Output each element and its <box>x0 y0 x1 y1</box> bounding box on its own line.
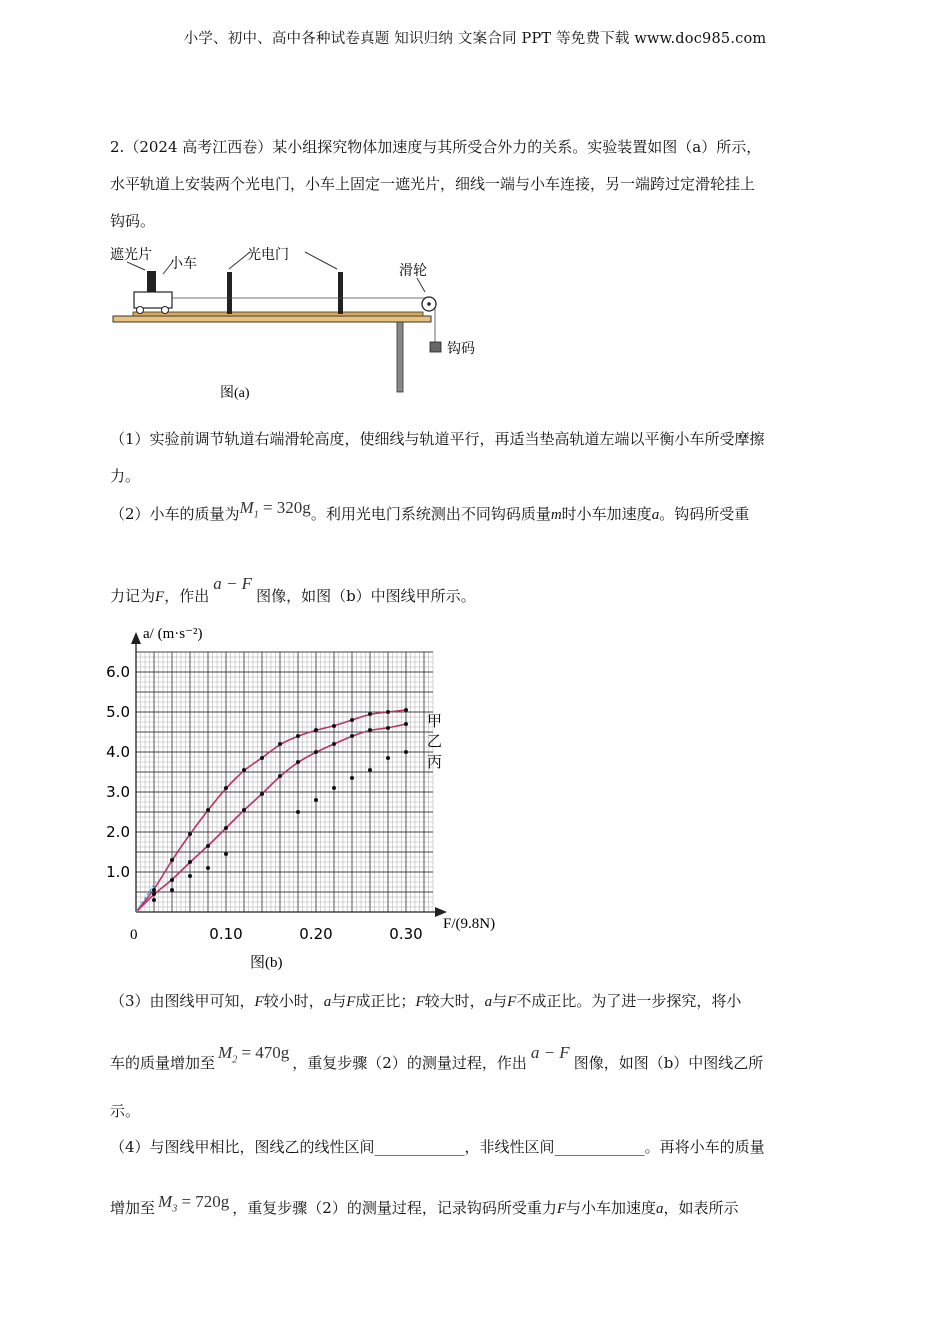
mass-symbol: M <box>218 1043 233 1062</box>
data-point <box>386 756 390 760</box>
y-tick-labels <box>106 663 130 881</box>
part2-suffix-b: 时小车加速度 <box>561 505 652 523</box>
chart-grid-minor <box>136 652 433 912</box>
var-F: F <box>415 994 425 1010</box>
data-point <box>314 798 318 802</box>
part2-prefix: （2）小车的质量为 <box>110 505 240 523</box>
data-point <box>296 760 300 764</box>
data-point <box>242 808 246 812</box>
part3-line1-d: 成正比； <box>355 992 416 1010</box>
part2-suffix-c: 。钩码所受重 <box>659 505 750 523</box>
part3-line1-g: 不成正比。为了进一步探究，将小 <box>516 992 742 1010</box>
data-point <box>188 832 192 836</box>
part2-suffix-a: 。利用光电门系统测出不同钩码质量 <box>310 505 551 523</box>
part3-line1-c: 与 <box>331 992 347 1010</box>
y-tick-label: 5.0 <box>106 703 130 721</box>
data-point <box>206 866 210 870</box>
part4-line2 <box>110 1192 840 1222</box>
page-header: 小学、初中、高中各种试卷真题 知识归纳 文案合同 PPT 等免费下载 www.doc985.com <box>183 31 767 47</box>
data-point <box>368 728 372 732</box>
var-F: F <box>507 994 517 1010</box>
part2-line2-c: 图像，如图（b）中图线甲所示。 <box>256 587 476 605</box>
data-point <box>152 898 156 902</box>
data-point <box>242 768 246 772</box>
data-point <box>152 888 156 892</box>
question-intro-line2: 水平轨道上安装两个光电门，小车上固定一遮光片，细线一端与小车连接，另一端跨过定滑轮挂上 <box>110 175 756 193</box>
data-point <box>278 774 282 778</box>
data-point <box>152 892 156 896</box>
part4-line1-b: ，非线性区间 <box>464 1138 555 1156</box>
photogate-2 <box>338 272 343 314</box>
question-source: （2024 高考江西卷） <box>124 138 273 156</box>
y-axis-label: a/ (m·s⁻²) <box>143 626 203 642</box>
mass-sub: 1 <box>253 509 259 521</box>
mass-m2 <box>215 1043 292 1066</box>
part2-line1 <box>110 498 840 528</box>
part1-line1: （1）实验前调节轨道右端滑轮高度，使细线与轨道平行，再适当垫高轨道左端以平衡小车所受摩擦 <box>110 430 765 448</box>
figure-a-caption: 图(a) <box>220 386 250 401</box>
x-tick-label: 0.20 <box>299 925 333 943</box>
part2-line2-a: 力记为 <box>110 587 156 605</box>
data-point <box>224 826 228 830</box>
var-m: m <box>550 507 562 523</box>
part3-line2 <box>110 1043 840 1077</box>
data-point <box>350 718 354 722</box>
data-point <box>170 858 174 862</box>
part4-line1 <box>110 1140 840 1155</box>
data-point <box>404 722 408 726</box>
cart-wheel-right <box>162 307 169 314</box>
data-point <box>296 734 300 738</box>
graph-expr-a-F: a − F <box>213 574 253 593</box>
x-tick-label: 0.10 <box>209 925 243 943</box>
part3-line1-e: 较大时， <box>424 992 485 1010</box>
part4-line1-c: 。再将小车的质量 <box>644 1138 765 1156</box>
data-point <box>386 726 390 730</box>
answer-blank-linear-range[interactable]: ____________ <box>374 1138 465 1156</box>
data-point <box>314 750 318 754</box>
data-point <box>350 776 354 780</box>
photogate-1 <box>227 272 232 314</box>
data-point <box>368 712 372 716</box>
pulley-axle <box>427 302 431 306</box>
legend-label-甲: 甲 <box>427 712 443 730</box>
hanging-weight <box>430 342 441 352</box>
var-a: a <box>656 1201 664 1217</box>
data-point <box>368 768 372 772</box>
x-tick-labels <box>209 925 422 943</box>
photogate-leader-right <box>305 252 337 269</box>
mass-value: = 720g <box>181 1192 230 1211</box>
cart <box>134 292 172 308</box>
part4-line2-a: 增加至 <box>110 1199 156 1217</box>
legend-label-乙: 乙 <box>427 732 443 750</box>
label-cart: 小车 <box>169 256 197 272</box>
var-F: F <box>556 1201 566 1217</box>
figure-b-caption: 图(b) <box>250 955 283 971</box>
table-leg <box>397 322 403 392</box>
mass-m1 <box>239 498 311 521</box>
data-point <box>224 786 228 790</box>
data-point <box>188 874 192 878</box>
part3-line1-b: 较小时， <box>263 992 324 1010</box>
track-rail <box>133 312 423 316</box>
mass-symbol: M <box>158 1192 173 1211</box>
answer-blank-nonlinear-range[interactable]: ____________ <box>554 1138 645 1156</box>
question-intro-line3: 钩码。 <box>110 212 156 230</box>
data-point <box>188 860 192 864</box>
y-tick-label: 1.0 <box>106 863 130 881</box>
y-tick-label: 2.0 <box>106 823 130 841</box>
mass-value: = 320g <box>262 498 311 517</box>
y-tick-label: 6.0 <box>106 663 130 681</box>
part4-line2-b: ，重复步骤（2）的测量过程，记录钩码所受重力 <box>232 1199 557 1217</box>
mass-sub: 3 <box>172 1203 178 1215</box>
var-a: a <box>651 507 660 523</box>
part2-line2-b: ，作出 <box>164 587 210 605</box>
data-point <box>170 888 174 892</box>
cart-wheel-left <box>137 307 144 314</box>
y-tick-label: 4.0 <box>106 743 130 761</box>
chart-legend <box>427 712 442 771</box>
data-point <box>170 878 174 882</box>
y-axis-arrow <box>131 632 141 644</box>
data-point <box>260 792 264 796</box>
figure-a-apparatus <box>105 240 505 405</box>
data-point <box>206 808 210 812</box>
part3-line2-b: ，重复步骤（2）的测量过程，作出 <box>292 1054 527 1072</box>
part3-line1 <box>110 994 840 1010</box>
y-tick-label: 3.0 <box>106 783 130 801</box>
data-point <box>404 708 408 712</box>
label-shutter: 遮光片 <box>110 247 152 263</box>
x-tick-label: 0.30 <box>389 925 423 943</box>
var-F: F <box>346 994 356 1010</box>
intro-text-1: 某小组探究物体加速度与其所受合外力的关系。实验装置如图（a）所示， <box>272 138 762 156</box>
mass-symbol: M <box>239 498 254 517</box>
part3-line1-f: 与 <box>492 992 508 1010</box>
var-F: F <box>254 994 264 1010</box>
x-axis-label: F/(9.8N) <box>443 916 496 932</box>
data-point <box>314 728 318 732</box>
part3-line2-a: 车的质量增加至 <box>110 1054 216 1072</box>
part4-line2-d: ，如表所示 <box>663 1199 739 1217</box>
mass-sub: 2 <box>232 1054 238 1066</box>
data-point <box>278 742 282 746</box>
track <box>113 316 431 322</box>
data-point <box>206 844 210 848</box>
var-a: a <box>484 994 493 1010</box>
data-point <box>224 852 228 856</box>
label-photogate: 光电门 <box>247 247 289 263</box>
data-point <box>386 710 390 714</box>
mass-m3 <box>155 1192 232 1215</box>
origin-label: 0 <box>130 927 138 943</box>
data-point <box>296 810 300 814</box>
graph-expr-a-F: a − F <box>530 1043 570 1062</box>
shutter-leader <box>127 262 145 270</box>
part1-line2: 力。 <box>110 467 141 485</box>
data-point <box>350 734 354 738</box>
part4-line1-a: （4）与图线甲相比，图线乙的线性区间 <box>110 1138 375 1156</box>
mass-value: = 470g <box>241 1043 290 1062</box>
part4-line2-c: 与小车加速度 <box>566 1199 657 1217</box>
data-point <box>404 750 408 754</box>
part3-line1-a: （3）由图线甲可知， <box>110 992 255 1010</box>
part2-line2 <box>110 574 840 605</box>
shutter <box>147 271 156 292</box>
part3-line2-c: 图像，如图（b）中图线乙所 <box>573 1054 764 1072</box>
pulley-leader <box>417 278 425 292</box>
question-number: 2. <box>110 138 125 156</box>
data-point <box>260 756 264 760</box>
legend-label-丙: 丙 <box>427 753 443 771</box>
data-point <box>332 786 336 790</box>
label-weight: 钩码 <box>447 341 475 357</box>
data-point <box>332 724 336 728</box>
data-point <box>332 742 336 746</box>
var-F: F <box>155 589 165 605</box>
var-a: a <box>323 994 332 1010</box>
figure-b-chart <box>105 622 525 972</box>
part3-line3: 示。 <box>110 1102 141 1120</box>
question-intro-line1 <box>110 140 840 155</box>
label-pulley: 滑轮 <box>399 263 427 279</box>
